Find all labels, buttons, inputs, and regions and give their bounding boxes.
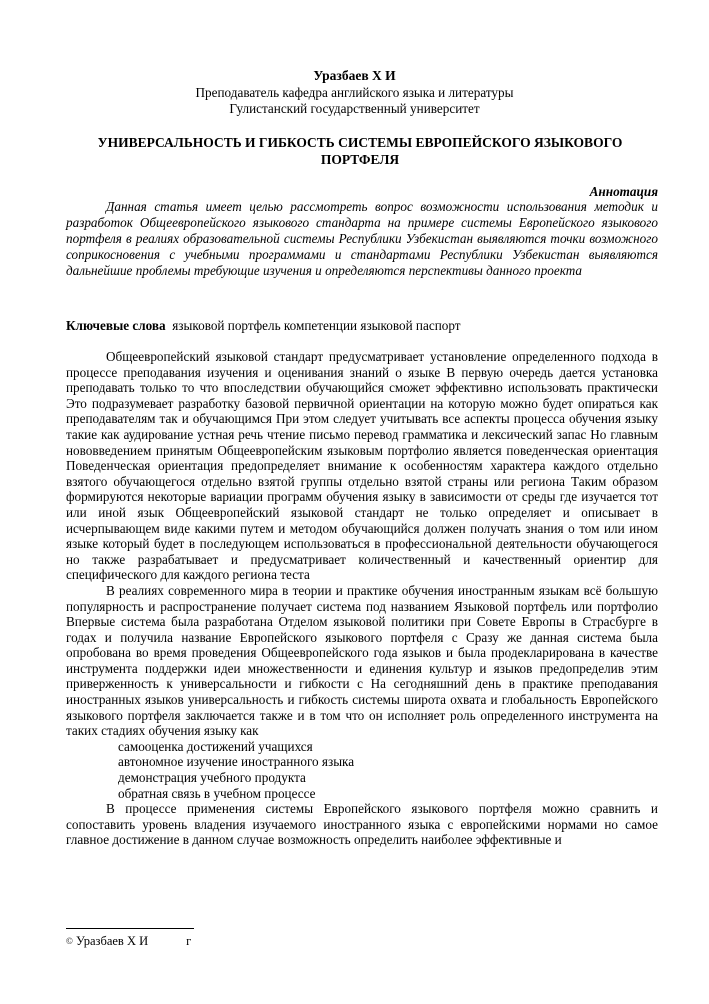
footnote-author: Уразбаев Х И	[75, 934, 149, 948]
list-item: автономное изучение иностранного языка	[118, 754, 355, 770]
keywords-text: языковой портфель компетенции языковой паспорт	[172, 318, 461, 333]
annotation-heading: Аннотация	[589, 184, 658, 199]
author-name: Уразбаев Х И	[313, 68, 396, 83]
footnote	[66, 933, 191, 949]
article-body	[66, 349, 658, 848]
footnote-year-suffix: г	[186, 934, 192, 948]
copyright-symbol: ©	[66, 936, 73, 946]
annotation-text: Данная статья имеет целью рассмотреть вопрос возможности использования методик и разработок Общеевропейского языкового стандарта на примере системы Европейского языкового портфеля в реалиях образовательной системы Республики Узбекистан выявляются точки возможного соприкосновения с учебными программами и стандартами Республики Узбекистан выявляются дальнейшие проблемы требующие изучения и определяются перспективы данного проекта	[66, 199, 658, 278]
keywords	[66, 318, 658, 334]
footnote-divider	[66, 928, 194, 929]
list-item: самооценка достижений учащихся	[118, 738, 313, 754]
affiliation-university: Гулистанский государственный университет	[229, 101, 480, 116]
body-paragraph-3: В процессе применения системы Европейского языкового портфеля можно сравнить и сопоставить уровень владения изучаемого иностранного языка с европейскими нормами но самое главное достижение в данном случае возможность определить наиболее эффективные и	[66, 801, 658, 848]
stages-list	[66, 739, 658, 801]
article-title: УНИВЕРСАЛЬНОСТЬ И ГИБКОСТЬ СИСТЕМЫ ЕВРОПЕЙСКОГО ЯЗЫКОВОГО ПОРТФЕЛЯ	[97, 135, 623, 167]
affiliation-position: Преподаватель кафедра английского языка и литературы	[195, 85, 514, 100]
keywords-label: Ключевые слова	[66, 318, 166, 333]
list-item: демонстрация учебного продукта	[118, 770, 306, 786]
body-paragraph-1: Общеевропейский языковой стандарт предусматривает установление определенного подхода в процессе преподавания изучения и оценивания знаний о языке В первую очередь дается установка преподавать только то что впоследствии обучающийся сможет эффективно использовать практически Это подразумевает разработку базовой первичной ориентации на которую можно будет опираться как преподавателям так и обучающимся При этом следует учитывать все аспекты процесса обучения языку такие как аудирование устная речь чтение письмо перевод грамматика и лексический запас Но главным нововведением принятым Общеевропейским языковым портфолио является поведенческая ориентация Поведенческая ориентация предопределяет внимание к особенностям характера каждого отдельно взятого обучающегося отдельно взятой группы отдельно взятой страны или региона Таким образом формируются некоторые вариации программ обучения языку в зависимости от среды где изучается тот или иной язык Общеевропейский языковой стандарт не только определяет и описывает в исчерпывающем виде какими путем и методом обучающийся должен получать знания о том или ином языке который будет в последующем использоваться в профессиональной деятельности обучающегося но также разрабатывает и предусматривает количественный и качественный ориентир для специфического для каждого региона теста	[66, 349, 658, 583]
body-paragraph-2: В реалиях современного мира в теории и практике обучения иностранным языкам всё большую популярность и распространение получает система под названием Языковой портфель или портфолио Впервые система была разработана Отделом языковой политики при Совете Европы в Страсбурге в годах и получила название Европейского языкового портфеля с Сразу же данная система была опробована во время проведения Общеевропейского года языков и была продекларирована в качестве инструмента поддержки идеи множественности и единения культур и языков предопределив этим приверженность к универсальности и гибкости с На сегодняшний день в практике преподавания иностранных языков универсальность и гибкость системы широта охвата и глобальность Европейского языкового портфеля заключается также и в том что он исполняет роль определенного инструмента на таких стадиях обучения языку как	[66, 582, 658, 739]
list-item: обратная связь в учебном процессе	[118, 785, 316, 801]
